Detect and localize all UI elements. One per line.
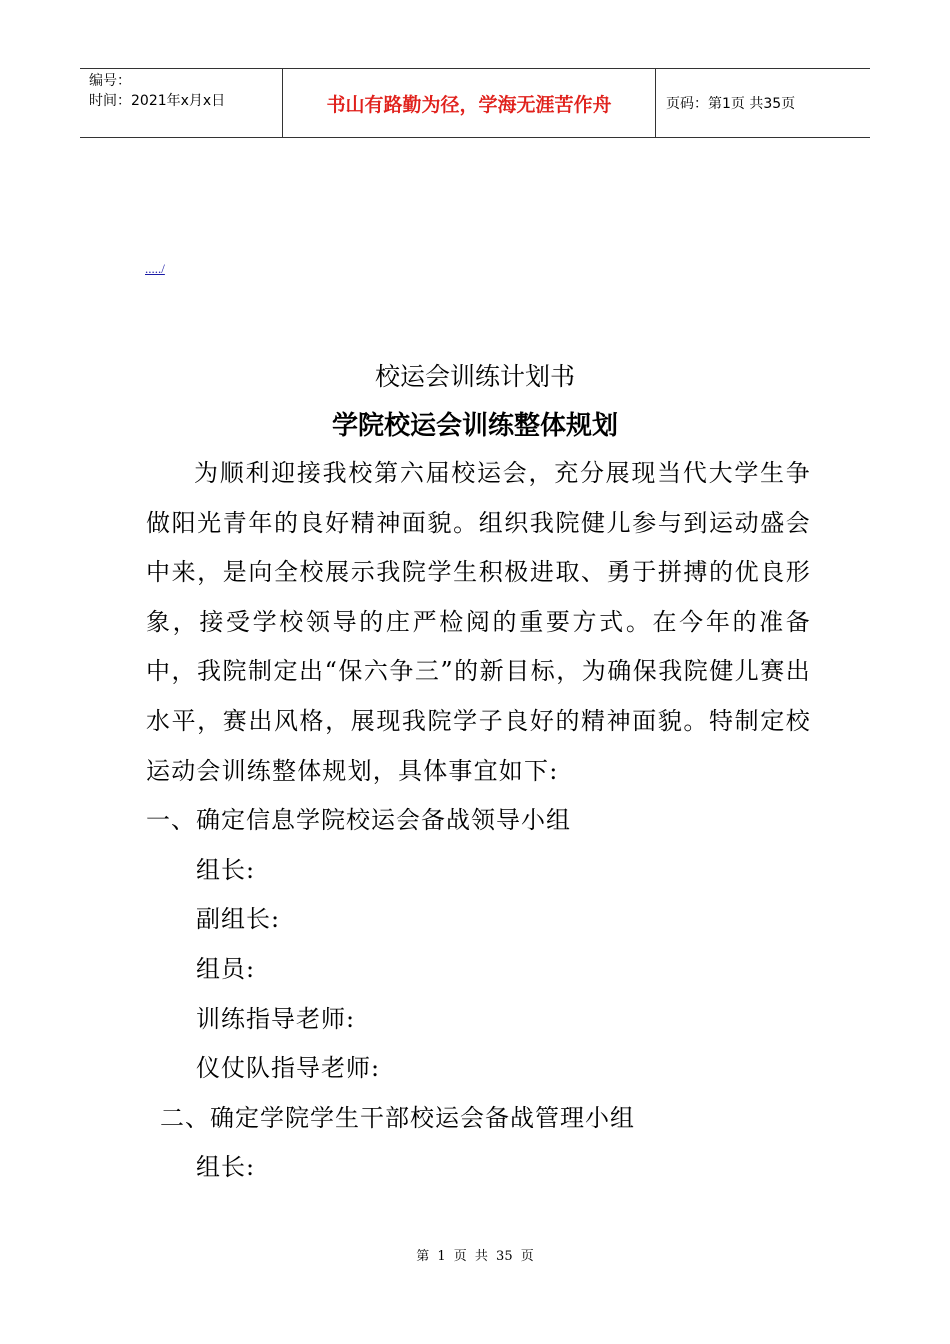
time-label: 时间：2021年x月x日 [89,93,226,109]
document-title: 校运会训练计划书 [374,362,575,391]
header-meta [80,69,283,137]
header-motto-cell [283,69,656,137]
header-page-info: 页码：第1页 共35页 [666,96,796,112]
section1-item-honor-guard-coach: 仪仗队指导老师: [196,1054,381,1083]
motto-text: 书山有路勤为径，学海无涯苦作舟 [326,93,612,116]
document-body [146,449,811,1193]
section1-item-members: 组员: [196,954,256,983]
page-header [80,68,870,138]
section1-heading: 一、确定信息学院校运会备战领导小组 [146,806,571,835]
page-footer: 第 1 页 共 35 页 [416,1249,534,1264]
section1-item-coach: 训练指导老师: [196,1004,356,1033]
section1-item-leader: 组长: [196,855,256,884]
number-label: 编号： [89,73,131,89]
section2-heading: 二、确定学院学生干部校运会备战管理小组 [160,1103,635,1132]
section1-item-vice-leader: 副组长: [196,905,281,934]
intro-paragraph: 为顺利迎接我校第六届校运会，充分展现当代大学生争做阳光青年的良好精神面貌。组织我院健儿参与到运动盛会中来，是向全校展示我院学生积极进取、勇于拼搏的优良形象，接受学校领导的庄严检阅的重要方式。在今年的准备中，我院制定出“保六争三”的新目标，为确保我院健儿赛出水平，赛出风格，展现我院学子良好的精神面貌。特制定校运动会训练整体规划，具体事宜如下: [146,459,811,785]
document-link[interactable]: ...../ [145,261,165,276]
section2-item-leader: 组长: [196,1153,256,1182]
document-subtitle: 学院校运会训练整体规划 [331,411,618,441]
